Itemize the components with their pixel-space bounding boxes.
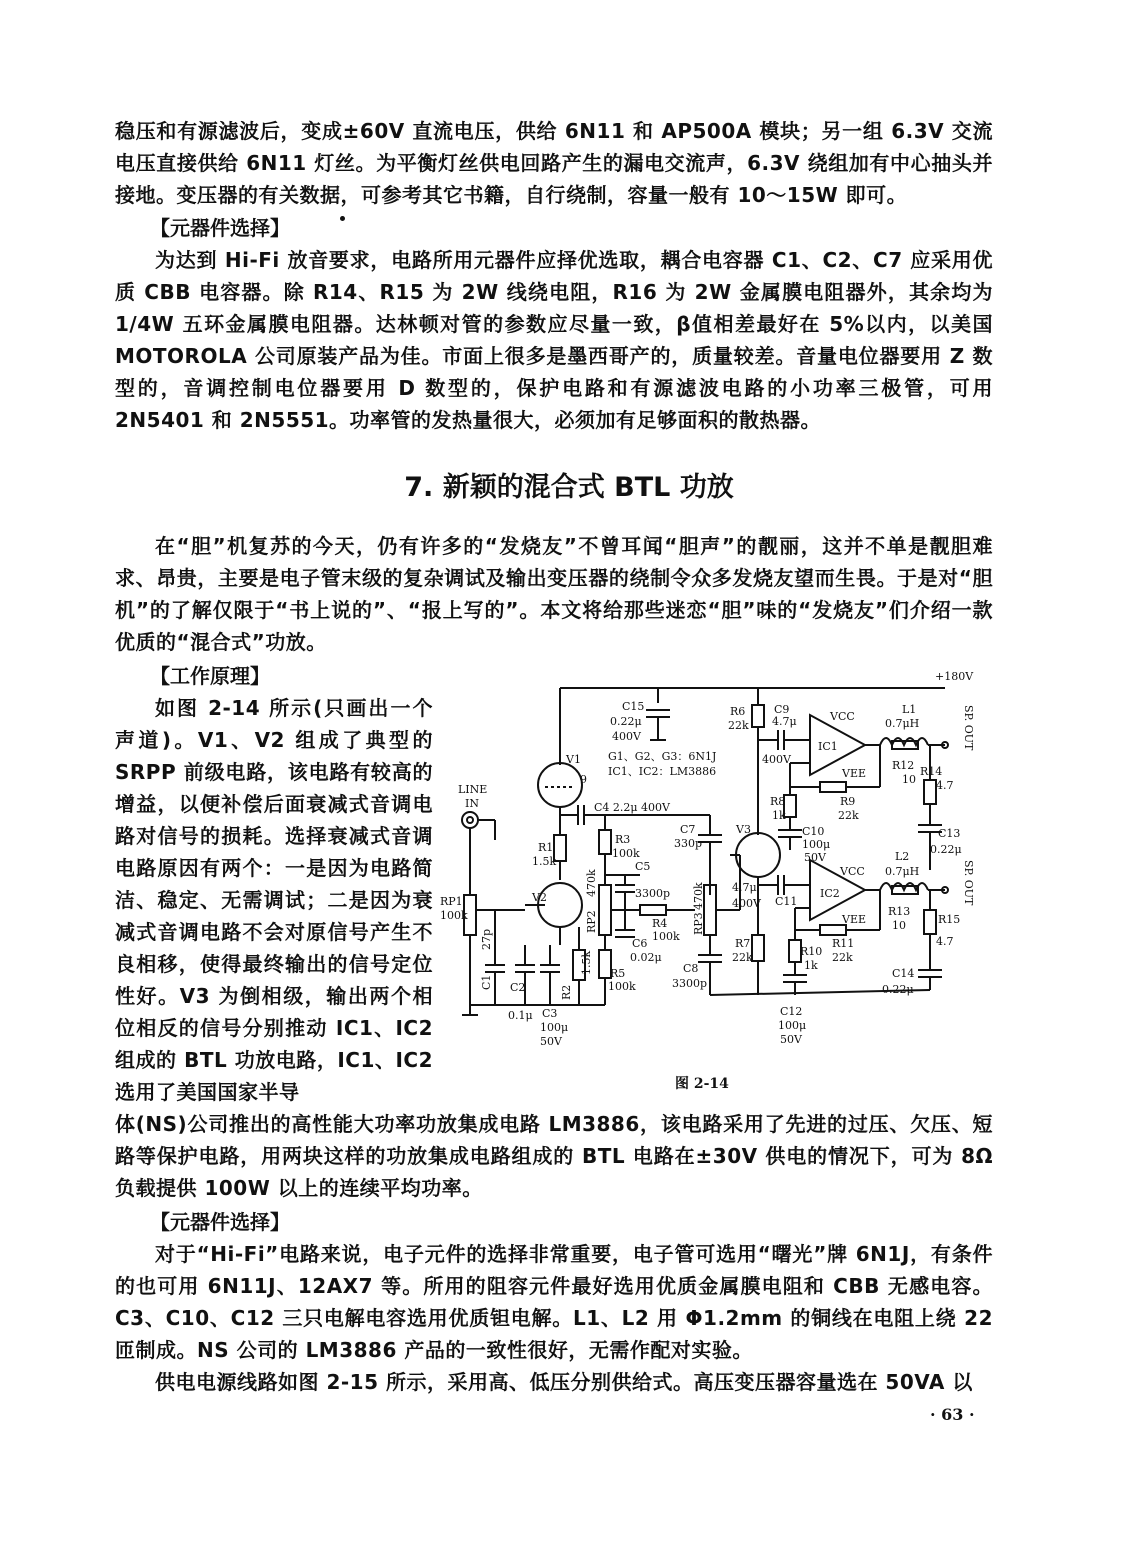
label-r2v: 1.5k — [580, 950, 593, 975]
label-c3u: 50V — [540, 1035, 562, 1048]
label-c5: C5 — [635, 860, 651, 873]
section-heading-principle: 【工作原理】 — [150, 664, 270, 688]
label-r9: R9 — [840, 795, 856, 808]
label-r13: R13 — [888, 905, 911, 918]
paragraph-power-supply: 稳压和有源滤波后，变成±60V 直流电压，供给 6N11 和 AP500A 模块；另一组 6.3V 交流电压直接供给 6N11 灯丝。为平衡灯丝供电回路产生的漏电交流声，6.3V 绕组加有中心抽头并接地。变压器的有关数据，可参考其它书籍，自行绕制，容量一般有 10～15W 即可。 — [115, 119, 993, 207]
label-r8: R8 — [770, 795, 786, 808]
label-c3v: 100μ — [540, 1021, 569, 1034]
label-c12u: 50V — [780, 1033, 802, 1046]
label-r3: R3 — [615, 833, 631, 846]
section-title: 7. 新颖的混合式 BTL 功放 — [404, 472, 734, 503]
label-sp2: SP. OUT — [962, 860, 975, 906]
label-r11v: 22k — [832, 951, 853, 964]
label-c1: C1 — [480, 974, 493, 990]
label-c6: C6 — [632, 937, 648, 950]
label-c6v: 0.02μ — [630, 951, 662, 964]
label-r7v: 22k — [732, 951, 753, 964]
paragraph-components-hifi: 对于“Hi-Fi”电路来说，电子元件的选择非常重要，电子管可选用“曙光”牌 6N1J，有条件的也可用 6N11J、12AX7 等。所用的阻容元件最好选用优质金属膜电阻和 CBB 无感电容。C3、C10、C12 三只电解电容选用优质钽电解。L1、L2 用 Φ1.2mm 的铜线在电阻上绕 22 匝制成。NS 公司的 LM3886 产品的一致性很好，无需作配对实验。 — [115, 1242, 993, 1362]
label-c11v: 4.7μ — [732, 881, 757, 894]
label-c14: C14 — [892, 967, 915, 980]
label-c15u: 400V — [612, 730, 641, 743]
label-c7: C7 — [680, 823, 696, 836]
paragraph-supply: 供电电源线路如图 2-15 所示，采用高、低压分别供给式。高压变压器容量选在 50VA 以 — [155, 1370, 973, 1394]
label-r1: R1 — [538, 841, 554, 854]
label-r15: R15 — [938, 913, 961, 926]
label-r2: R2 — [560, 984, 573, 1000]
label-r13v: 10 — [892, 919, 906, 932]
label-rp2v: 470k — [585, 869, 598, 897]
label-c13: C13 — [938, 827, 961, 840]
page-number: · 63 · — [930, 1405, 975, 1424]
label-ics: IC1、IC2：LM3886 — [608, 765, 717, 778]
label-r3v: 100k — [612, 847, 640, 860]
label-rp1: RP1 — [440, 895, 463, 908]
label-r5v: 100k — [608, 980, 636, 993]
section-heading-components-2: 【元器件选择】 — [150, 1210, 290, 1234]
label-rp3v: 470k — [692, 882, 705, 910]
label-r4: R4 — [652, 917, 668, 930]
label-r10: R10 — [800, 945, 823, 958]
label-c15v: 0.22μ — [610, 715, 642, 728]
label-l2: L2 — [895, 850, 910, 863]
paragraph-component-selection: 为达到 Hi-Fi 放音要求，电路所用元器件应择优选取，耦合电容器 C1、C2、C7 应采用优质 CBB 电容器。除 R14、R15 为 2W 线绕电阻，R16 为 2W 金属膜电阻器外，其余均为 1/4W 五环金属膜电阻器。达林顿对管的参数应尽量一致，β值相差最好在 5%以内，以美国 MOTOROLA 公司原装产品为佳。市面上很多是墨西哥产的，质量较差。音量电位器要用 Z 数型的，音调控制电位器要用 D 数型的，保护电路和有源滤波电路的小功率三极管，可用 2N5401 和 2N5551。功率管的发热量很大，必须加有足够面积的散热器。 — [115, 248, 993, 432]
label-l2v: 0.7μH — [885, 865, 920, 878]
label-r14: R14 — [920, 765, 943, 778]
label-c9: C9 — [774, 703, 790, 716]
label-vee1: VEE — [842, 767, 867, 780]
label-vcc2: VCC — [840, 865, 865, 878]
label-vcc1: VCC — [830, 710, 855, 723]
label-ic1: IC1 — [818, 740, 838, 753]
label-c11: C11 — [775, 895, 798, 908]
circuit-schematic — [440, 665, 980, 1065]
label-r12v: 10 — [902, 773, 916, 786]
label-c2v: 0.1μ — [508, 1009, 533, 1022]
label-vplus: +180V — [935, 670, 974, 683]
label-c10: C10 — [802, 825, 825, 838]
label-line: LINE — [458, 783, 488, 796]
label-v2: V2 — [532, 891, 547, 904]
label-r6v: 22k — [728, 719, 749, 732]
section-heading-components: 【元器件选择】 — [150, 216, 290, 240]
label-c3: C3 — [542, 1007, 558, 1020]
label-rp3: RP3 — [692, 912, 705, 935]
label-sp1: SP. OUT — [962, 705, 975, 751]
label-c4: C4 2.2μ 400V — [594, 801, 670, 814]
label-c8: C8 — [683, 962, 699, 975]
label-c8v: 3300p — [672, 977, 708, 990]
label-in: IN — [465, 797, 479, 810]
label-r4v: 100k — [652, 930, 680, 943]
label-rp2: RP2 — [585, 910, 598, 933]
label-r12: R12 — [892, 759, 915, 772]
label-c9v: 4.7μ — [772, 715, 797, 728]
paragraph-principle: 如图 2-14 所示(只画出一个声道)。V1、V2 组成了典型的 SRPP 前级电路，该电路有较高的增益，以便补偿后面衰减式音调电路对信号的损耗。选择衰减式音调电路原因有两个：一是因为电路简洁、稳定、无需调试；二是因为衰减式音调电路不会对原信号产生不良相移，使得最终输出的信号定位性好。V3 为倒相级，输出两个相位相反的信号分别推动 IC1、IC2 组成的 BTL 功放电路，IC1、IC2 选用了美国国家半导 — [115, 696, 433, 1104]
label-c2: C2 — [510, 981, 526, 994]
figure-caption: 图 2-14 — [675, 1076, 729, 1092]
label-c12v: 100μ — [778, 1019, 807, 1032]
label-r7: R7 — [735, 937, 751, 950]
label-c12: C12 — [780, 1005, 803, 1018]
label-vee2: VEE — [842, 913, 867, 926]
label-c10u: 50V — [804, 851, 826, 864]
label-c11u: 400V — [732, 897, 761, 910]
label-l1: L1 — [902, 703, 917, 716]
label-l1v: 0.7μH — [885, 717, 920, 730]
label-rp1v: 100k — [440, 909, 468, 922]
label-c7v: 330p — [674, 837, 703, 850]
label-c14v: 0.22μ — [882, 983, 914, 996]
label-c15: C15 — [622, 700, 645, 713]
label-v3: V3 — [736, 823, 751, 836]
label-c13v: 0.22μ — [930, 843, 962, 856]
label-c10v: 100μ — [802, 838, 831, 851]
ink-speck — [340, 216, 345, 221]
label-c5v: 3300p — [635, 887, 671, 900]
label-r9v: 22k — [838, 809, 859, 822]
label-ic2: IC2 — [820, 887, 840, 900]
label-r5: R5 — [610, 967, 626, 980]
paragraph-lm3886: 体(NS)公司推出的高性能大功率功放集成电路 LM3886，该电路采用了先进的过压、欠压、短路等保护电路，用两块这样的功放集成电路组成的 BTL 电路在±30V 供电的情况下，可为 8Ω 负载提供 100W 以上的连续平均功率。 — [115, 1112, 993, 1200]
label-c1v: 27p — [480, 928, 493, 950]
paragraph-intro: 在“胆”机复苏的今天，仍有许多的“发烧友”不曾耳闻“胆声”的靓丽，这并不单是靓胆难求、昂贵，主要是电子管末级的复杂调试及输出变压器的绕制令众多发烧友望而生畏。于是对“胆机”的了解仅限于“书上说的”、“报上写的”。本文将给那些迷恋“胆”味的“发烧友”们介绍一款优质的“混合式”功放。 — [115, 534, 993, 654]
label-pin9: 9 — [580, 773, 587, 786]
label-r10v: 1k — [804, 959, 818, 972]
label-r1v: 1.5k — [532, 855, 557, 868]
label-r8v: 1k — [772, 809, 786, 822]
label-v1: V1 — [566, 753, 581, 766]
label-tubes: G1、G2、G3：6N1J — [608, 750, 717, 763]
label-r15v: 4.7 — [936, 935, 954, 948]
label-c9u: 400V — [762, 753, 791, 766]
label-r11: R11 — [832, 937, 855, 950]
label-r14v: 4.7 — [936, 779, 954, 792]
label-r6: R6 — [730, 705, 746, 718]
